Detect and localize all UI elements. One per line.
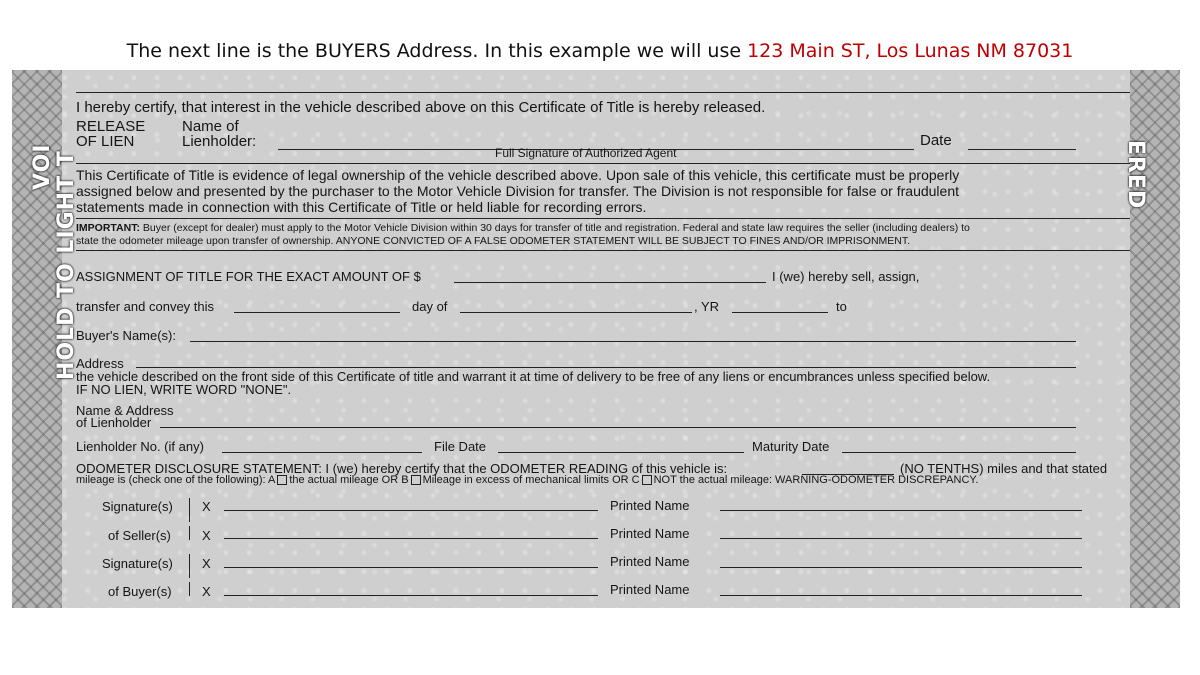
mileage-check-text-b: the actual mileage OR B bbox=[289, 474, 409, 486]
buyer-signature-line-1[interactable] bbox=[224, 567, 598, 568]
checkbox-b[interactable] bbox=[411, 475, 421, 485]
instruction-caption bbox=[0, 40, 1200, 62]
buyer-printed-name-2: Printed Name bbox=[610, 582, 690, 597]
buyer-signature-line-2[interactable] bbox=[224, 595, 598, 596]
seller-printed-name-line-1[interactable] bbox=[720, 510, 1082, 511]
name-of-label: Name of bbox=[182, 118, 239, 135]
buyer-x-2: X bbox=[202, 584, 211, 599]
evidence-line-3: statements made in connection with this Certificate of Title or held liable for recording errors. bbox=[76, 199, 647, 215]
file-date-line[interactable] bbox=[498, 452, 744, 453]
rule-4 bbox=[76, 250, 1130, 251]
seller-signature-line-2[interactable] bbox=[224, 538, 598, 539]
edge-text-hold-to-light: HOLD TO LIGHT T bbox=[54, 150, 79, 380]
address-label: Address bbox=[76, 356, 124, 371]
title-certificate-scan bbox=[12, 70, 1180, 608]
no-lien-text: IF NO LIEN, WRITE WORD "NONE". bbox=[76, 382, 292, 397]
seller-bracket-bottom bbox=[189, 526, 190, 540]
buyer-printed-name-line-2[interactable] bbox=[720, 595, 1082, 596]
to-label: to bbox=[836, 299, 847, 314]
buyer-printed-name-line-1[interactable] bbox=[720, 567, 1082, 568]
rule-3 bbox=[76, 218, 1130, 219]
seller-signature-label: Signature(s) bbox=[102, 499, 173, 514]
buyer-printed-name-1: Printed Name bbox=[610, 554, 690, 569]
checkbox-a[interactable] bbox=[277, 475, 287, 485]
signature-caption: Full Signature of Authorized Agent bbox=[495, 146, 677, 160]
maturity-date-label: Maturity Date bbox=[752, 439, 830, 454]
important-line-2: state the odometer mileage upon transfer of ownership. ANYONE CONVICTED OF A FALSE ODOMETER STATEMENT WILL BE SUBJECT TO FINES AND/OR IMPRISONMENT. bbox=[76, 235, 911, 247]
mileage-check-text-d: NOT the actual mileage: WARNING-ODOMETER DISCREPANCY. bbox=[653, 474, 979, 486]
seller-bracket-top bbox=[189, 498, 190, 522]
address-line[interactable] bbox=[136, 367, 1076, 368]
edge-text-ered: ERED bbox=[1123, 140, 1148, 210]
month-line[interactable] bbox=[460, 312, 692, 313]
seller-printed-name-1: Printed Name bbox=[610, 498, 690, 513]
release-date-label: Date bbox=[920, 132, 952, 149]
seller-x-2: X bbox=[202, 528, 211, 543]
evidence-line-1: This Certificate of Title is evidence of legal ownership of the vehicle described above. Upon sale of this vehicle, this certificate must be properly bbox=[76, 167, 960, 183]
of-lienholder-label: of Lienholder bbox=[76, 415, 152, 430]
of-lien-label: OF LIEN bbox=[76, 133, 135, 150]
release-label: RELEASE bbox=[76, 118, 146, 135]
caption-text: The next line is the BUYERS Address. In this example we will use bbox=[126, 40, 748, 62]
assignment-amount-label: ASSIGNMENT OF TITLE FOR THE EXACT AMOUNT OF $ bbox=[76, 269, 421, 284]
maturity-date-line[interactable] bbox=[842, 452, 1076, 453]
day-of-label: day of bbox=[412, 299, 448, 314]
release-certify-text: I hereby certify, that interest in the vehicle described above on this Certificate of Title is hereby released. bbox=[76, 99, 766, 116]
day-line[interactable] bbox=[234, 312, 400, 313]
sell-assign-label: I (we) hereby sell, assign, bbox=[772, 269, 920, 284]
lienholder-label: Lienholder: bbox=[182, 133, 257, 150]
of-buyers-label: of Buyer(s) bbox=[108, 584, 172, 599]
important-text-1: Buyer (except for dealer) must apply to the Motor Vehicle Division within 30 days for transfer of title and registration. Federal and state law requires the seller (including dealers) to bbox=[139, 222, 970, 234]
mileage-check-text-c: Mileage in excess of mechanical limits OR C bbox=[422, 474, 640, 486]
certificate-body bbox=[62, 70, 1130, 608]
buyer-signature-label: Signature(s) bbox=[102, 556, 173, 571]
no-tenths-label: (NO TENTHS) miles and that stated bbox=[900, 461, 1108, 476]
seller-printed-name-line-2[interactable] bbox=[720, 538, 1082, 539]
important-line-1 bbox=[76, 222, 970, 234]
year-line[interactable] bbox=[732, 312, 828, 313]
buyers-name-label: Buyer's Name(s): bbox=[76, 328, 177, 343]
checkbox-c[interactable] bbox=[642, 475, 652, 485]
edge-text-void: VOI bbox=[30, 143, 55, 190]
transfer-convey-label: transfer and convey this bbox=[76, 299, 215, 314]
seller-printed-name-2: Printed Name bbox=[610, 526, 690, 541]
odometer-line-1: ODOMETER DISCLOSURE STATEMENT: I (we) hereby certify that the ODOMETER READING of this vehicle is: bbox=[76, 461, 728, 476]
rule-2 bbox=[76, 163, 1130, 164]
buyer-x-1: X bbox=[202, 556, 211, 571]
buyers-name-line[interactable] bbox=[190, 341, 1076, 342]
name-address-label: Name & Address bbox=[76, 403, 174, 418]
caption-highlight-address: 123 Main ST, Los Lunas NM 87031 bbox=[747, 40, 1074, 62]
release-date-line[interactable] bbox=[968, 149, 1076, 150]
odometer-line-2 bbox=[76, 474, 978, 486]
buyer-bracket-top bbox=[189, 554, 190, 578]
seller-x-1: X bbox=[202, 499, 211, 514]
warrant-text: the vehicle described on the front side of this Certificate of title and warrant it at time of delivery to be free of any liens or encumbrances unless specified below. bbox=[76, 369, 991, 384]
amount-line[interactable] bbox=[454, 282, 766, 283]
important-label: IMPORTANT: bbox=[76, 222, 140, 234]
top-rule bbox=[76, 92, 1130, 93]
file-date-label: File Date bbox=[434, 439, 487, 454]
buyer-bracket-bottom bbox=[189, 582, 190, 596]
seller-signature-line-1[interactable] bbox=[224, 510, 598, 511]
lienholder-no-line[interactable] bbox=[222, 452, 422, 453]
of-sellers-label: of Seller(s) bbox=[108, 528, 171, 543]
lienholder-address-line[interactable] bbox=[160, 427, 1076, 428]
yr-label: , YR bbox=[694, 299, 720, 314]
mileage-check-text-a: mileage is (check one of the following): A bbox=[76, 474, 276, 486]
lienholder-no-label: Lienholder No. (if any) bbox=[76, 439, 204, 454]
evidence-line-2: assigned below and presented by the purchaser to the Motor Vehicle Division for transfer. The Division is not responsible for false or fraudulent bbox=[76, 183, 960, 199]
